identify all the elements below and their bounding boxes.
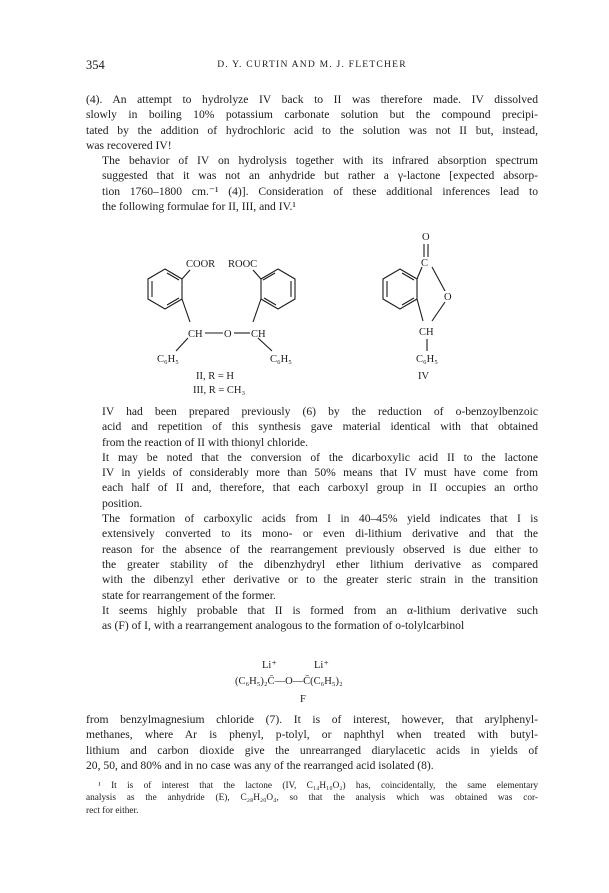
paragraph-7 [86, 712, 538, 773]
text-line: tated by the addition of hydrochloric acid to the solution was not II but, instead, [86, 123, 538, 137]
text-line: was recovered IV! [86, 138, 172, 152]
text-line: the following formulae for II, III, and IV.¹ [102, 200, 296, 214]
text-line: It seems highly probable that II is formed from an α-lithium derivative such [102, 603, 538, 617]
phenyl-right-label: C₆H₅ [270, 354, 292, 365]
compound-ii-label: II, R = H [196, 371, 235, 382]
text-line: with the dibenzyl ether derivative or to the greater steric strain in the transition [102, 573, 538, 587]
text-line: The formation of carboxylic acids from I in 40–45% yield indicates that I is [102, 512, 538, 526]
text-line: the greater stability of the dibenzhydryl ether lithium derivative as compared [102, 557, 538, 571]
text-line: The behavior of IV on hydrolysis together with its infrared absorption spectrum [102, 154, 538, 168]
formula-f-line: (C₆H₅)₂C̄—O—C̄(C₆H₅)₂ [235, 676, 343, 687]
lactone-phenyl-label: C₆H₅ [416, 354, 438, 365]
text-line: IV in yields of considerably more than 50% means that IV must have come from [102, 466, 538, 480]
text-line: reason for the absence of the rearrangement previously observed is due either to [102, 542, 538, 556]
carbonyl-oxygen-label: O [422, 232, 430, 243]
text-line: as (F) of I, with a rearrangement analogous to the formation of o-tolylcarbinol [102, 619, 465, 633]
lithium-right-label: Li⁺ [314, 660, 329, 671]
ch-left-label: CH [188, 329, 203, 340]
ether-oxygen-label: O [224, 329, 232, 340]
ring-oxygen-label: O [444, 292, 452, 303]
text-line: (4). An attempt to hydrolyze IV back to II was therefore made. IV dissolved [86, 93, 538, 106]
text-line: state for rearrangement of the former. [102, 588, 276, 602]
coor-label: COOR [186, 259, 216, 270]
footnote-line: analysis as the anhydride (E), C₂₈H₂₀O₄, so that the analysis which was obtained was cor- [86, 793, 538, 804]
phenyl-left-label: C₆H₅ [157, 354, 179, 365]
text-line: tion 1760–1800 cm.⁻¹ (4)]. Consideration of these additional inferences lead to [102, 184, 538, 198]
text-line: position. [102, 496, 143, 510]
text-line: from benzylmagnesium chloride (7). It is of interest, however, that arylphenyl- [86, 713, 538, 726]
text-line: IV had been prepared previously (6) by the reduction of o-benzoylbenzoic [102, 405, 538, 418]
footnote-line: ¹ It is of interest that the lactone (IV, C₁₄H₁₀O₂) has, coincidentally, the same elementary [98, 781, 538, 791]
running-head: D. Y. CURTIN AND M. J. FLETCHER [217, 59, 407, 70]
ch-right-label: CH [251, 329, 266, 340]
text-block-bottom [86, 712, 538, 773]
text-line: lithium and carbon dioxide give the unrearranged diarylacetic acids in yields of [86, 743, 538, 757]
text-line: slowly in boiling 10% potassium carbonate solution but the compound precipi- [86, 108, 538, 122]
text-line: suggested that it was not an anhydride but rather a γ-lactone [expected absorp- [102, 169, 538, 183]
compound-iii-label: III, R = CH₃ [193, 385, 246, 396]
lithium-left-label: Li⁺ [262, 660, 277, 671]
text-line: each half of II and, therefore, that each carboxyl group in II occupies an ortho [102, 481, 538, 495]
compound-iv-label: IV [418, 371, 430, 382]
footnote [86, 780, 538, 817]
text-line: 20, 50, and 80% and in no case was any of the rearranged acid isolated (8). [86, 758, 434, 772]
text-line: from the reaction of II with thionyl chloride. [102, 435, 309, 449]
text-line: acid and repetition of this synthesis gave material identical with that obtained [102, 420, 538, 434]
text-line: It may be noted that the conversion of the dicarboxylic acid II to the lactone [102, 450, 538, 464]
rooc-label: ROOC [228, 259, 258, 270]
lactone-ch-label: CH [419, 327, 434, 338]
formula-f-label: F [300, 694, 306, 705]
page-number: 354 [86, 58, 105, 72]
text-line: extensively converted to its mono- or even di-lithium derivative and that the [102, 527, 538, 541]
footnote-line: rect for either. [86, 805, 139, 816]
carbonyl-carbon-label: C [421, 258, 429, 269]
text-line: methanes, where Ar is phenyl, p-tolyl, or naphthyl when treated with butyl- [86, 728, 538, 742]
